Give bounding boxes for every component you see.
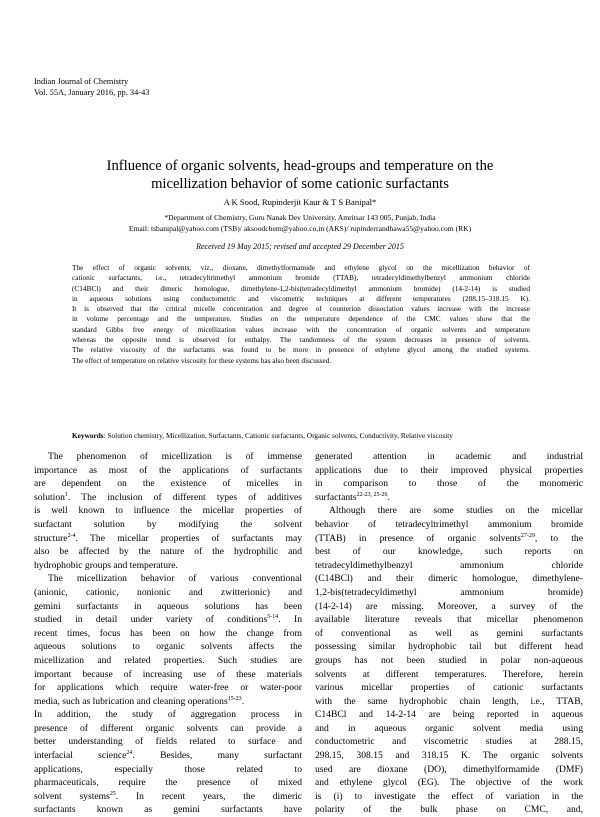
citation: 5-14 <box>267 614 279 621</box>
body-line: and in aqueous organic solvent media using <box>315 722 583 734</box>
body-line: (TTAB) in presence of organic solvents$^{27-29}$, to the <box>315 532 583 544</box>
body-line: micellization and related properties. Such studies are <box>34 654 302 666</box>
body-line: 1,2-bis(tetradecyldimethyl ammonium bromide) <box>315 586 583 598</box>
body-line: with the same hydrophobic chain length, i.e., TTAB, <box>315 695 583 707</box>
keywords-list: : Solution chemistry, Micellization, Surfactants, Cationic surfactants, Organic solvents, Conductivity, Relative viscosity <box>103 431 453 440</box>
body-line: generated attention in academic and industrial <box>315 451 583 462</box>
body-line: C14BCl and 14-2-14 are being reported in aqueous <box>315 709 583 721</box>
body-line: behavior of tetradecyltrimethyl ammonium bromide <box>315 518 583 530</box>
abstract-line: It is observed that the critical micelle concentration and degree of counterion dissociation values increase with the increase <box>72 304 530 314</box>
body-line: is well known to influence the micellar properties of <box>34 505 302 517</box>
body-line: tetradecyldimethylbenzyl ammonium chloride <box>315 559 583 571</box>
body-line: solution$^1$. The inclusion of different types of additives <box>34 491 302 503</box>
body-line: structure$^{2-4}$. The micellar properties of surfactants may <box>34 532 302 544</box>
body-line: solvent systems$^{25}$. In recent years, the dimeric <box>34 790 302 802</box>
body-line: groups has not been studied in polar non-aqueous <box>315 654 583 666</box>
body-line: applications due to their improved physical properties <box>315 464 583 476</box>
body-line: in comparison to those of the monomeric <box>315 478 583 490</box>
citation: 1 <box>64 491 68 498</box>
keywords <box>72 431 542 440</box>
citation: 25 <box>109 790 116 797</box>
citation: 15-23 <box>227 695 242 702</box>
citation: 2-4 <box>67 532 76 539</box>
body-line: conductometric and viscometric studies at 288.15, <box>315 736 583 748</box>
body-line: is (i) to investigate the effect of variation in the <box>315 790 583 802</box>
body-line: for applications which require water-free or water-poor <box>34 682 302 694</box>
body-line: Although there are some studies on the micellar <box>329 505 583 517</box>
body-line: The micellization behavior of various conventional <box>48 573 302 585</box>
body-line: of conventional as well as gemini surfactants <box>315 627 583 639</box>
authors: A K Sood, Rupinderjit Kaur & T S Banipal* <box>223 197 377 207</box>
journal-name: Indian Journal of Chemistry <box>34 77 129 86</box>
body-line: recent times, focus has been on how the change from <box>34 627 302 639</box>
journal-volume: Vol. 55A, January 2016, pp. 34-43 <box>34 88 150 97</box>
body-line: various micellar properties of cationic surfactants <box>315 682 583 694</box>
abstract-line: in volume percentage and the temperature. Studies on the temperature dependence of the CMC values show that the <box>72 314 530 324</box>
body-line: (C14BCl) and their dimeric homologue, dimethylene- <box>315 573 583 585</box>
abstract-line: in aqueous solutions using conductometric and viscometric techniques at different temperatures (288.15–318.15 K). <box>72 293 530 303</box>
abstract-line: cationic surfactants, i.e., tetradecyltrimethyl ammonium bromide (TTAB), tetradecyldimethylbenzyl ammonium chloride <box>72 273 530 283</box>
abstract-line: The relative viscosity of the surfactants was found to be more in presence of ethylene glycol among the studied systems. <box>72 345 530 355</box>
abstract-line: The effect of temperature on relative viscosity for these systems has also been discussed. <box>72 355 332 365</box>
body-line: media, such as lubrication and cleaning operations$^{15-23}$. <box>34 695 245 707</box>
body-line: surfactants known as gemini surfactants have <box>34 804 302 816</box>
keywords-label: Keywords <box>72 431 104 440</box>
body-line: solvents at different temperatures. Therefore, herein <box>315 668 583 680</box>
body-left-column <box>34 450 302 817</box>
body-line: interfacial science$^{24}$. Besides, many surfactant <box>34 750 302 762</box>
abstract-line: standard Gibbs free energy of micellization values increase with the concentration of organic solvents and temperature <box>72 324 530 334</box>
body-line: possessing similar hydrophobic tail but different head <box>315 641 583 653</box>
body-line: importance as most of the applications of surfactants <box>34 464 302 476</box>
citation: 22-23, 25-26 <box>356 491 388 498</box>
body-line: pharmaceuticals, require the presence of mixed <box>34 777 302 789</box>
body-line: polarity of the bulk phase on CMC, and, <box>315 804 583 816</box>
journal-header <box>34 76 149 98</box>
abstract <box>72 263 530 366</box>
body-line: important because of increasing use of these materials <box>34 668 302 680</box>
abstract-line: The effect of organic solvents, viz., dioxane, dimethylformamide and ethylene glycol on the micellization behavior of <box>72 263 530 272</box>
citation: 24 <box>126 750 133 757</box>
citation: 27-29 <box>520 532 535 539</box>
received-dates: Received 19 May 2015; revised and accepted 29 December 2015 <box>196 242 404 251</box>
body-line: studied in detail under variety of conditions$^{5-14}$. In <box>34 614 302 626</box>
body-line: 298.15, 308.15 and 318.15 K. The organic solvents <box>315 750 583 762</box>
affiliation-department: *Department of Chemistry, Guru Nanak Dev University, Amritsar 143 005, Punjab, India <box>164 213 436 222</box>
body-line: applications, especially those related to <box>34 763 302 775</box>
body-line: aqueous solutions to organic solvents affects the <box>34 641 302 653</box>
body-line: surfactant solution by modifying the solvent <box>34 518 302 530</box>
body-line: are dependent on the existence of micelles in <box>34 478 302 490</box>
affiliation <box>40 212 560 234</box>
body-line: better understanding of fields related to surface and <box>34 736 302 748</box>
body-line: used are dioxane (DO), dimethylformamide (DMF) <box>315 763 583 775</box>
body-line: The phenomenon of micellization is of immense <box>48 451 302 462</box>
body-line: surfactants$^{22-23, 25-26}$. <box>315 491 390 503</box>
title-line-1: Influence of organic solvents, head-groups and temperature on the <box>106 158 494 174</box>
body-line: gemini surfactants in aqueous solutions has been <box>34 600 302 612</box>
body-line: also be affected by the nature of the hydrophilic and <box>34 546 302 558</box>
body-right-column <box>315 450 583 817</box>
title-line-2: micellization behavior of some cationic surfactants <box>151 176 449 192</box>
body-line: available literature reveals that micellar phenomenon <box>315 614 583 626</box>
affiliation-email: Email: tsbanipal@yahoo.com (TSB)/ aksoodchem@yahoo.co.in (AKS)/ rupinderrandhawa55@yahoo.com (RK) <box>128 224 472 233</box>
body-line: hydrophobic groups and temperature. <box>34 559 178 571</box>
body-line: and ethylene glycol (EG). The objective of the work <box>315 777 583 789</box>
paper-title <box>40 157 560 193</box>
abstract-line: whereas the opposite trend is observed for enthalpy. The randomness of the system decreases in presence of solvents. <box>72 335 530 345</box>
body-line: best of our knowledge, such reports on <box>315 546 583 558</box>
body-line: presence of different organic solvents can provide a <box>34 722 302 734</box>
body-line: (anionic, cationic, nonionic and zwitterionic) and <box>34 586 302 598</box>
body-line: (14-2-14) are missing. Moreover, a survey of the <box>315 600 583 612</box>
abstract-line: (C14BCl) and their dimeric homologue, dimethylene-1,2-bis(tetradecyldimethyl ammonium bromide) (14-2-14) is studied <box>72 283 530 293</box>
body-line: In addition, the study of aggregation process in <box>34 709 302 721</box>
